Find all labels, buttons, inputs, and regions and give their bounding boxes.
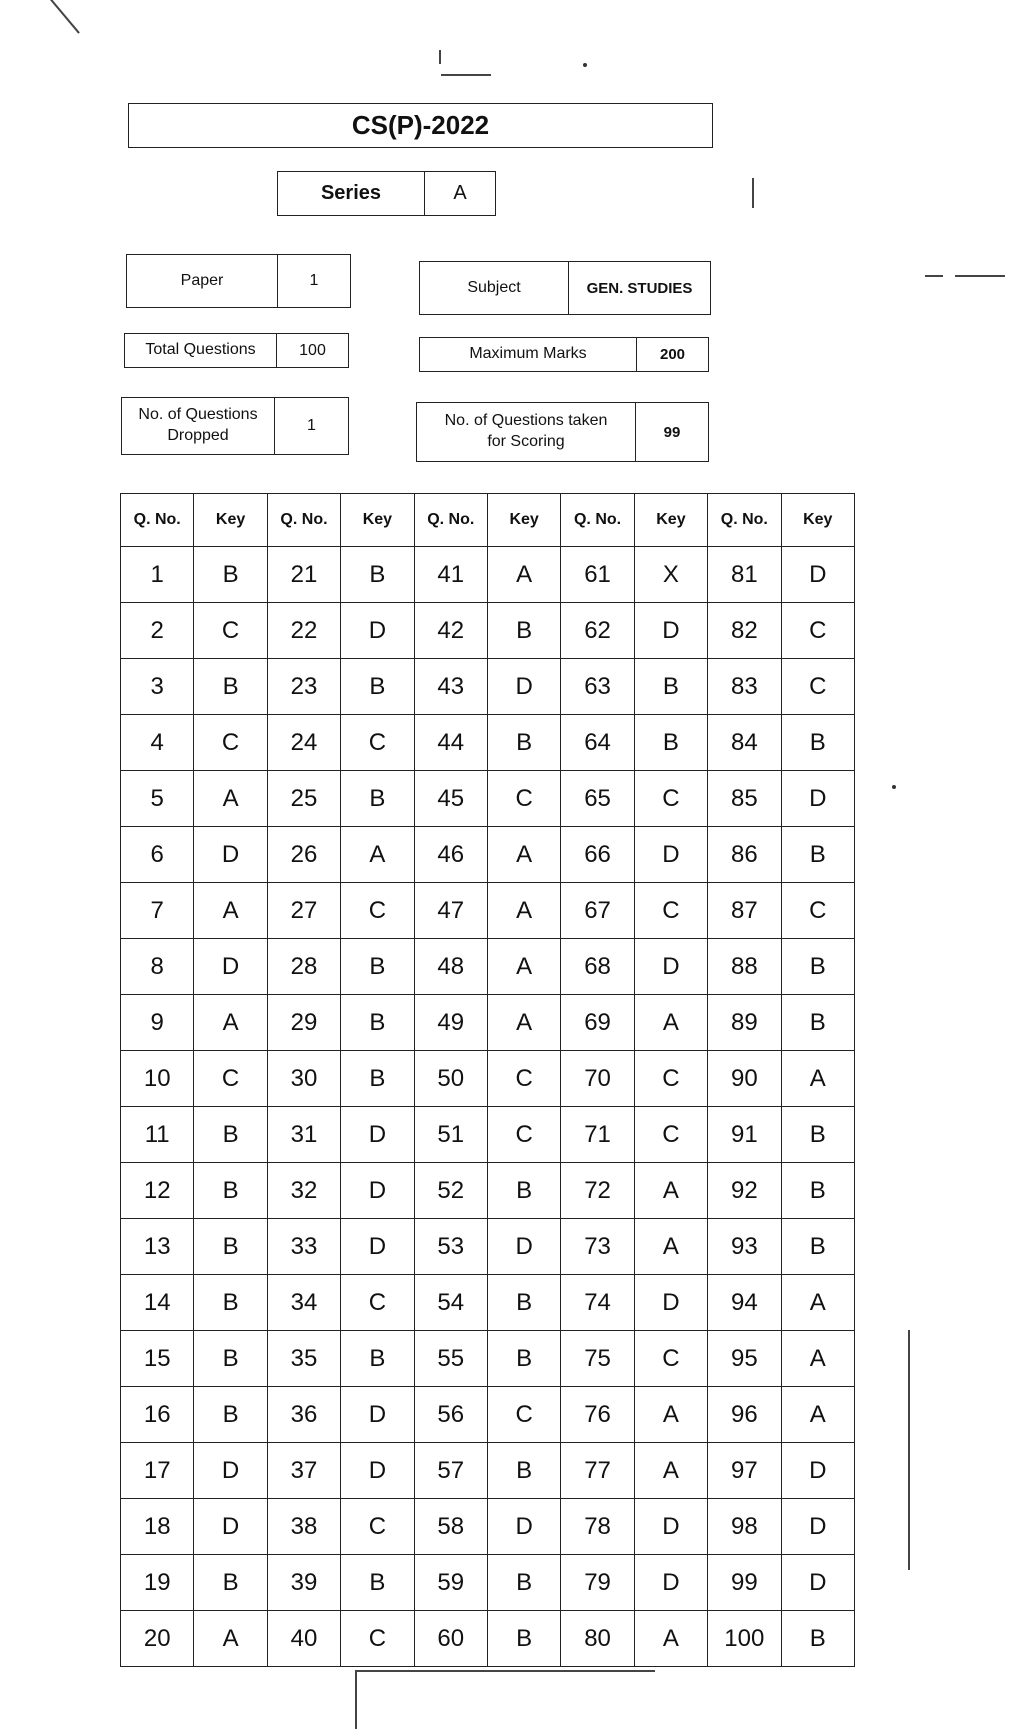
question-number-cell: 73 bbox=[561, 1219, 634, 1275]
answer-key-cell: D bbox=[341, 1387, 414, 1443]
question-number-cell: 25 bbox=[267, 771, 340, 827]
question-number-cell: 5 bbox=[121, 771, 194, 827]
maximum-marks-value: 200 bbox=[636, 338, 708, 371]
question-number-cell: 58 bbox=[414, 1499, 487, 1555]
question-number-cell: 31 bbox=[267, 1107, 340, 1163]
answer-key-cell: D bbox=[341, 1107, 414, 1163]
question-number-cell: 22 bbox=[267, 603, 340, 659]
answer-key-cell: D bbox=[194, 827, 267, 883]
question-number-cell: 59 bbox=[414, 1555, 487, 1611]
answer-key-cell: D bbox=[634, 1499, 707, 1555]
scan-mark bbox=[355, 1670, 357, 1729]
question-number-cell: 21 bbox=[267, 547, 340, 603]
answer-key-cell: B bbox=[194, 1275, 267, 1331]
question-number-cell: 4 bbox=[121, 715, 194, 771]
answer-key-cell: A bbox=[341, 827, 414, 883]
answer-key-cell: D bbox=[487, 1219, 560, 1275]
answer-key-cell: B bbox=[487, 1163, 560, 1219]
question-number-cell: 98 bbox=[708, 1499, 781, 1555]
question-number-cell: 14 bbox=[121, 1275, 194, 1331]
question-number-cell: 39 bbox=[267, 1555, 340, 1611]
answer-key-cell: B bbox=[341, 939, 414, 995]
question-number-cell: 51 bbox=[414, 1107, 487, 1163]
document-title: CS(P)-2022 bbox=[128, 103, 713, 148]
answer-key-cell: D bbox=[634, 939, 707, 995]
answer-key-cell: B bbox=[341, 659, 414, 715]
question-number-cell: 34 bbox=[267, 1275, 340, 1331]
answer-key-cell: X bbox=[634, 547, 707, 603]
table-row bbox=[121, 1555, 855, 1611]
question-number-cell: 40 bbox=[267, 1611, 340, 1667]
question-number-cell: 57 bbox=[414, 1443, 487, 1499]
series-label: Series bbox=[320, 182, 382, 204]
table-row bbox=[121, 1051, 855, 1107]
question-number-cell: 44 bbox=[414, 715, 487, 771]
answer-key-cell: D bbox=[341, 1219, 414, 1275]
scan-dot bbox=[583, 63, 587, 67]
answer-key-cell: B bbox=[487, 715, 560, 771]
question-number-cell: 92 bbox=[708, 1163, 781, 1219]
answer-key-cell: C bbox=[487, 771, 560, 827]
answer-key-cell: A bbox=[487, 995, 560, 1051]
answer-key-cell: B bbox=[487, 1331, 560, 1387]
answer-key-cell: B bbox=[194, 1219, 267, 1275]
answer-key-cell: B bbox=[194, 1555, 267, 1611]
question-number-cell: 3 bbox=[121, 659, 194, 715]
dropped-value: 1 bbox=[274, 398, 348, 454]
key-header: Key bbox=[194, 494, 267, 547]
question-number-cell: 96 bbox=[708, 1387, 781, 1443]
answer-key-cell: C bbox=[341, 883, 414, 939]
qno-header: Q. No. bbox=[708, 494, 781, 547]
answer-key-cell: A bbox=[634, 1611, 707, 1667]
answer-key-cell: A bbox=[781, 1387, 854, 1443]
answer-key-cell: D bbox=[781, 1443, 854, 1499]
answer-key-cell: C bbox=[341, 1499, 414, 1555]
answer-key-cell: C bbox=[634, 1331, 707, 1387]
answer-key-cell: A bbox=[634, 1219, 707, 1275]
answer-key-cell: C bbox=[194, 603, 267, 659]
answer-key-cell: B bbox=[194, 1107, 267, 1163]
answer-key-cell: A bbox=[487, 827, 560, 883]
table-row bbox=[121, 659, 855, 715]
answer-key-cell: D bbox=[487, 1499, 560, 1555]
answer-key-cell: B bbox=[781, 939, 854, 995]
answer-key-cell: D bbox=[634, 827, 707, 883]
table-row bbox=[121, 1443, 855, 1499]
question-number-cell: 15 bbox=[121, 1331, 194, 1387]
table-row bbox=[121, 995, 855, 1051]
answer-key-cell: A bbox=[781, 1051, 854, 1107]
answer-key-cell: B bbox=[194, 1163, 267, 1219]
question-number-cell: 45 bbox=[414, 771, 487, 827]
answer-key-cell: C bbox=[194, 1051, 267, 1107]
question-number-cell: 88 bbox=[708, 939, 781, 995]
subject-box bbox=[419, 261, 711, 315]
answer-key-cell: B bbox=[487, 603, 560, 659]
total-questions-box bbox=[124, 333, 349, 368]
question-number-cell: 46 bbox=[414, 827, 487, 883]
answer-key-cell: B bbox=[634, 715, 707, 771]
answer-key-cell: B bbox=[781, 827, 854, 883]
answer-key-cell: D bbox=[634, 603, 707, 659]
answer-key-cell: A bbox=[194, 995, 267, 1051]
question-number-cell: 36 bbox=[267, 1387, 340, 1443]
question-number-cell: 33 bbox=[267, 1219, 340, 1275]
question-number-cell: 81 bbox=[708, 547, 781, 603]
question-number-cell: 13 bbox=[121, 1219, 194, 1275]
answer-key-cell: C bbox=[781, 883, 854, 939]
answer-key-cell: A bbox=[194, 883, 267, 939]
question-number-cell: 43 bbox=[414, 659, 487, 715]
answer-key-cell: B bbox=[487, 1275, 560, 1331]
question-number-cell: 42 bbox=[414, 603, 487, 659]
answer-key-cell: B bbox=[194, 1387, 267, 1443]
answer-key-cell: D bbox=[341, 1163, 414, 1219]
subject-value: GEN. STUDIES bbox=[568, 262, 710, 314]
question-number-cell: 66 bbox=[561, 827, 634, 883]
question-number-cell: 18 bbox=[121, 1499, 194, 1555]
question-number-cell: 76 bbox=[561, 1387, 634, 1443]
question-number-cell: 29 bbox=[267, 995, 340, 1051]
answer-key-cell: D bbox=[194, 1499, 267, 1555]
answer-key-cell: A bbox=[781, 1275, 854, 1331]
answer-key-cell: D bbox=[634, 1275, 707, 1331]
table-row bbox=[121, 1611, 855, 1667]
key-header: Key bbox=[781, 494, 854, 547]
answer-key-cell: B bbox=[341, 1555, 414, 1611]
table-row bbox=[121, 715, 855, 771]
answer-key-cell: C bbox=[487, 1387, 560, 1443]
series-box bbox=[277, 171, 496, 216]
answer-key-cell: D bbox=[781, 547, 854, 603]
table-row bbox=[121, 883, 855, 939]
question-number-cell: 38 bbox=[267, 1499, 340, 1555]
question-number-cell: 24 bbox=[267, 715, 340, 771]
paper-box bbox=[126, 254, 351, 308]
answer-key-cell: A bbox=[634, 1387, 707, 1443]
scan-mark bbox=[955, 275, 1005, 277]
question-number-cell: 17 bbox=[121, 1443, 194, 1499]
key-header: Key bbox=[487, 494, 560, 547]
key-header: Key bbox=[634, 494, 707, 547]
answer-key-cell: B bbox=[487, 1443, 560, 1499]
dropped-box bbox=[121, 397, 349, 455]
answer-key-cell: B bbox=[781, 1163, 854, 1219]
question-number-cell: 35 bbox=[267, 1331, 340, 1387]
answer-key-cell: C bbox=[781, 659, 854, 715]
scan-dot bbox=[892, 785, 896, 789]
answer-key-cell: D bbox=[341, 603, 414, 659]
question-number-cell: 41 bbox=[414, 547, 487, 603]
question-number-cell: 90 bbox=[708, 1051, 781, 1107]
maximum-marks-box bbox=[419, 337, 709, 372]
answer-key-cell: B bbox=[634, 659, 707, 715]
question-number-cell: 99 bbox=[708, 1555, 781, 1611]
answer-key-cell: B bbox=[487, 1611, 560, 1667]
question-number-cell: 37 bbox=[267, 1443, 340, 1499]
question-number-cell: 49 bbox=[414, 995, 487, 1051]
question-number-cell: 54 bbox=[414, 1275, 487, 1331]
question-number-cell: 89 bbox=[708, 995, 781, 1051]
question-number-cell: 1 bbox=[121, 547, 194, 603]
question-number-cell: 2 bbox=[121, 603, 194, 659]
question-number-cell: 47 bbox=[414, 883, 487, 939]
answer-key-cell: B bbox=[781, 1107, 854, 1163]
table-row bbox=[121, 603, 855, 659]
scan-mark bbox=[925, 275, 943, 277]
table-row bbox=[121, 827, 855, 883]
question-number-cell: 10 bbox=[121, 1051, 194, 1107]
question-number-cell: 87 bbox=[708, 883, 781, 939]
answer-key-cell: A bbox=[634, 1443, 707, 1499]
scoring-box bbox=[416, 402, 709, 462]
scan-mark bbox=[752, 178, 754, 208]
question-number-cell: 69 bbox=[561, 995, 634, 1051]
answer-key-cell: C bbox=[487, 1051, 560, 1107]
question-number-cell: 80 bbox=[561, 1611, 634, 1667]
question-number-cell: 74 bbox=[561, 1275, 634, 1331]
maximum-marks-label: Maximum Marks bbox=[469, 345, 587, 363]
scoring-label: No. of Questions taken for Scoring bbox=[444, 412, 608, 450]
answer-key-cell: A bbox=[194, 771, 267, 827]
question-number-cell: 48 bbox=[414, 939, 487, 995]
answer-key-cell: B bbox=[341, 1051, 414, 1107]
answer-key-cell: D bbox=[194, 1443, 267, 1499]
answer-key-cell: C bbox=[634, 771, 707, 827]
answer-key-cell: B bbox=[341, 771, 414, 827]
question-number-cell: 53 bbox=[414, 1219, 487, 1275]
answer-key-cell: D bbox=[781, 1555, 854, 1611]
question-number-cell: 77 bbox=[561, 1443, 634, 1499]
answer-key-cell: B bbox=[194, 547, 267, 603]
answer-key-cell: A bbox=[634, 1163, 707, 1219]
question-number-cell: 68 bbox=[561, 939, 634, 995]
answer-key-cell: B bbox=[781, 1611, 854, 1667]
question-number-cell: 56 bbox=[414, 1387, 487, 1443]
question-number-cell: 6 bbox=[121, 827, 194, 883]
answer-key-cell: A bbox=[634, 995, 707, 1051]
question-number-cell: 78 bbox=[561, 1499, 634, 1555]
answer-key-cell: B bbox=[341, 547, 414, 603]
question-number-cell: 30 bbox=[267, 1051, 340, 1107]
question-number-cell: 97 bbox=[708, 1443, 781, 1499]
answer-key-cell: B bbox=[194, 659, 267, 715]
question-number-cell: 50 bbox=[414, 1051, 487, 1107]
subject-label: Subject bbox=[467, 278, 521, 296]
key-header: Key bbox=[341, 494, 414, 547]
question-number-cell: 11 bbox=[121, 1107, 194, 1163]
answer-key-cell: D bbox=[487, 659, 560, 715]
question-number-cell: 70 bbox=[561, 1051, 634, 1107]
scoring-value: 99 bbox=[635, 403, 708, 461]
question-number-cell: 71 bbox=[561, 1107, 634, 1163]
question-number-cell: 27 bbox=[267, 883, 340, 939]
answer-key-cell: B bbox=[194, 1331, 267, 1387]
question-number-cell: 52 bbox=[414, 1163, 487, 1219]
question-number-cell: 23 bbox=[267, 659, 340, 715]
table-row bbox=[121, 1387, 855, 1443]
answer-key-cell: B bbox=[781, 1219, 854, 1275]
table-row bbox=[121, 1499, 855, 1555]
question-number-cell: 61 bbox=[561, 547, 634, 603]
table-row bbox=[121, 1219, 855, 1275]
scan-mark bbox=[439, 50, 441, 64]
answer-key-cell: C bbox=[781, 603, 854, 659]
answer-key-cell: A bbox=[487, 547, 560, 603]
answer-key-table bbox=[120, 493, 855, 1667]
table-row bbox=[121, 771, 855, 827]
question-number-cell: 19 bbox=[121, 1555, 194, 1611]
answer-key-cell: C bbox=[634, 1107, 707, 1163]
answer-key-cell: C bbox=[341, 715, 414, 771]
answer-key-cell: A bbox=[781, 1331, 854, 1387]
answer-key-cell: B bbox=[781, 715, 854, 771]
question-number-cell: 9 bbox=[121, 995, 194, 1051]
answer-key-cell: C bbox=[194, 715, 267, 771]
question-number-cell: 60 bbox=[414, 1611, 487, 1667]
scan-mark bbox=[908, 1330, 910, 1570]
answer-key-cell: C bbox=[341, 1611, 414, 1667]
question-number-cell: 94 bbox=[708, 1275, 781, 1331]
question-number-cell: 86 bbox=[708, 827, 781, 883]
question-number-cell: 64 bbox=[561, 715, 634, 771]
answer-key-cell: B bbox=[341, 1331, 414, 1387]
question-number-cell: 85 bbox=[708, 771, 781, 827]
paper-label: Paper bbox=[180, 271, 224, 289]
answer-key-cell: C bbox=[341, 1275, 414, 1331]
answer-key-cell: D bbox=[781, 1499, 854, 1555]
question-number-cell: 82 bbox=[708, 603, 781, 659]
question-number-cell: 75 bbox=[561, 1331, 634, 1387]
question-number-cell: 67 bbox=[561, 883, 634, 939]
qno-header: Q. No. bbox=[121, 494, 194, 547]
table-row bbox=[121, 547, 855, 603]
answer-key-cell: D bbox=[781, 771, 854, 827]
table-row bbox=[121, 939, 855, 995]
question-number-cell: 91 bbox=[708, 1107, 781, 1163]
answer-key-cell: B bbox=[487, 1555, 560, 1611]
qno-header: Q. No. bbox=[267, 494, 340, 547]
answer-key-cell: A bbox=[487, 939, 560, 995]
table-row bbox=[121, 1163, 855, 1219]
total-questions-value: 100 bbox=[276, 334, 348, 367]
answer-key-cell: D bbox=[634, 1555, 707, 1611]
question-number-cell: 72 bbox=[561, 1163, 634, 1219]
qno-header: Q. No. bbox=[414, 494, 487, 547]
question-number-cell: 84 bbox=[708, 715, 781, 771]
qno-header: Q. No. bbox=[561, 494, 634, 547]
question-number-cell: 62 bbox=[561, 603, 634, 659]
question-number-cell: 83 bbox=[708, 659, 781, 715]
question-number-cell: 65 bbox=[561, 771, 634, 827]
question-number-cell: 28 bbox=[267, 939, 340, 995]
question-number-cell: 32 bbox=[267, 1163, 340, 1219]
table-row bbox=[121, 1275, 855, 1331]
scan-mark bbox=[441, 74, 491, 76]
question-number-cell: 7 bbox=[121, 883, 194, 939]
question-number-cell: 95 bbox=[708, 1331, 781, 1387]
answer-key-cell: D bbox=[194, 939, 267, 995]
question-number-cell: 79 bbox=[561, 1555, 634, 1611]
dropped-label: No. of Questions Dropped bbox=[138, 406, 258, 444]
answer-key-cell: A bbox=[487, 883, 560, 939]
series-value: A bbox=[424, 172, 495, 215]
total-questions-label: Total Questions bbox=[145, 341, 256, 359]
scan-mark bbox=[50, 0, 80, 34]
question-number-cell: 8 bbox=[121, 939, 194, 995]
table-row bbox=[121, 1107, 855, 1163]
question-number-cell: 12 bbox=[121, 1163, 194, 1219]
answer-key-cell: A bbox=[194, 1611, 267, 1667]
question-number-cell: 16 bbox=[121, 1387, 194, 1443]
answer-key-cell: B bbox=[781, 995, 854, 1051]
answer-key-cell: C bbox=[634, 1051, 707, 1107]
question-number-cell: 20 bbox=[121, 1611, 194, 1667]
answer-key-cell: C bbox=[487, 1107, 560, 1163]
question-number-cell: 100 bbox=[708, 1611, 781, 1667]
table-header-row bbox=[121, 494, 855, 547]
answer-key-cell: C bbox=[634, 883, 707, 939]
question-number-cell: 63 bbox=[561, 659, 634, 715]
scan-mark bbox=[355, 1670, 655, 1672]
paper-value: 1 bbox=[277, 255, 350, 307]
question-number-cell: 55 bbox=[414, 1331, 487, 1387]
answer-key-cell: B bbox=[341, 995, 414, 1051]
table-row bbox=[121, 1331, 855, 1387]
answer-key-cell: D bbox=[341, 1443, 414, 1499]
question-number-cell: 26 bbox=[267, 827, 340, 883]
question-number-cell: 93 bbox=[708, 1219, 781, 1275]
